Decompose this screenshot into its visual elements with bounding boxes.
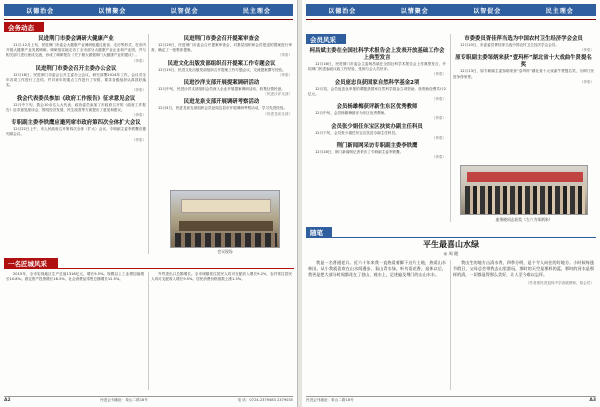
banner-item: 以德治会 bbox=[26, 7, 55, 15]
header-rule bbox=[306, 19, 596, 20]
stats-text: 2015年，全市实现地区生产总值1316亿元，增长9.5%。规模以上工业增加值增长10.8%。固定资产投资增长18.5%，社会消费品零售总额增长12.5%。 bbox=[6, 272, 144, 282]
article-headline: 荆门新闻网采访专职副主委李铁鹰 bbox=[336, 143, 418, 150]
article-body: 12月中旬，会员杨雄梅被评为东区优秀教师。 bbox=[315, 111, 388, 116]
article-body: 12月中旬，民进沙洋支部组织会员深入企业开展提案调研活动，收集社情民意。 bbox=[158, 87, 285, 92]
stats-col-b bbox=[151, 272, 292, 390]
article-body: 12月中下旬，我会10余名人大代表、政协委员参加了市政府召开的《政府工作报告》征求意见座谈会，围绕经济发展、民生改善等方面提出了意见和建议。 bbox=[6, 102, 146, 112]
right-col2 bbox=[453, 34, 594, 162]
article-source: （李泰） bbox=[131, 113, 146, 118]
article-source: （李泰） bbox=[431, 116, 446, 121]
article-headline: 我会代表委员参加《政府工作报告》征求意见会议 bbox=[16, 95, 136, 102]
article-source: （李泰） bbox=[431, 135, 446, 140]
meeting-banner bbox=[181, 199, 271, 213]
meeting-table bbox=[179, 221, 273, 231]
left-footer bbox=[4, 396, 293, 404]
right-col1 bbox=[308, 46, 446, 222]
section-scene-title: 会员风采 bbox=[306, 34, 346, 44]
column-divider bbox=[450, 260, 451, 390]
footer-address: 民进会刊地址：象山二路18号 bbox=[306, 398, 354, 402]
article-source: （李泰） bbox=[431, 72, 446, 77]
article-headline: 民进荆门市委会调研大健康产业 bbox=[38, 36, 114, 42]
article-source: （李泰） bbox=[131, 58, 146, 63]
article-source: （李泰） bbox=[579, 48, 594, 53]
article-body: 12月18日，民进荆门市委会召开主委办公会议，研究部署2014年工作。会议对全年各项工作进行了总结，并对来年的重点工作进行了安排，要求各级组织认真抓好落实。 bbox=[6, 72, 146, 88]
meeting-attendees bbox=[175, 233, 277, 247]
article-body: 11月-12月上旬，民进荆门市委会大健康产业调研组通过座谈、走访等形式，在市内开展大健康产业发展调研。调研组实地走访了全市部分大健康产业企业和产业园，并与相关部门进行座谈交流，形成了调研报告《关于做大做强荆门大健康产业的建议》。 bbox=[6, 43, 146, 58]
article-source: （李泰） bbox=[131, 137, 146, 142]
section-member-title: 一名匠城风采 bbox=[4, 258, 58, 268]
article-body: 12月16日，民进荆门市委会主委柯昌斌在全国社科学术报告会上作典型发言，介绍荆门民进参政议政工作经验，受到与会人员好评。 bbox=[308, 62, 446, 72]
article-source: （李泰） bbox=[131, 88, 146, 93]
essay-col1 bbox=[308, 260, 446, 390]
article-body: 12月10日，市委委员胥佳萍当选中国农村卫生经济学会会员。 bbox=[460, 43, 559, 47]
left-page bbox=[0, 0, 298, 407]
article-body: 12月22日上午，市人民政府召开第四次全体（扩大）会议，专职副主委李铁鹰应邀列席会议。 bbox=[6, 127, 146, 137]
award-photo bbox=[460, 165, 588, 215]
article-headline: 市委委员胥佳萍当选为中国农村卫生经济学会会员 bbox=[464, 36, 583, 42]
article-source: （李泰） bbox=[431, 97, 446, 102]
column-divider bbox=[148, 34, 149, 254]
article-headline: 会员庞忠良获国家自然科学基金2项 bbox=[334, 79, 420, 86]
article-body: 12月下旬，会员张少娟任东宝区扶贫办副主任科员。 bbox=[315, 130, 399, 135]
photo-caption: 庞秉晓同志获奖（左六为邹炳来） bbox=[495, 217, 553, 222]
article-body: 12月4日，民进龙泉支部组织会员赴周边县市开展调研考察活动，学习先进经验。 bbox=[158, 106, 288, 111]
award-people bbox=[465, 186, 585, 214]
article-body: 12月18日，荆门新闻网记者采访了专职副主委李铁鹰。 bbox=[315, 150, 404, 155]
right-banner bbox=[306, 4, 596, 16]
banner-item: 以智促会 bbox=[170, 7, 199, 15]
stats-col-a bbox=[6, 272, 144, 390]
banner-item: 以情聚会 bbox=[400, 7, 429, 15]
article-body: 12月15日，民进文化出版发部组织召开提案工作专题会议，交流提案撰写经验。 bbox=[158, 67, 286, 72]
article-source: （李泰） bbox=[277, 53, 292, 58]
right-page bbox=[302, 0, 600, 407]
column-divider bbox=[148, 272, 149, 390]
article-headline: 柯昌斌主委在全国社科学术报告会上发表开放基础工作会上典型发言 bbox=[309, 48, 445, 61]
column-divider bbox=[450, 34, 451, 222]
article-headline: 民进荆门市委会召开提案审查会 bbox=[183, 36, 260, 42]
article-headline: 专职副主委李铁鹰应邀列席市政府第四次全体扩大会议 bbox=[11, 120, 141, 127]
banner-item: 以德治会 bbox=[328, 7, 357, 15]
left-banner bbox=[4, 4, 293, 16]
essay-text: 我出生的地方山清水秀，四季分明，是个令人向往的好地方。小时候每逢节假日，父母总会带我去山里游玩，那时的天空是那样的蓝，那时的河水是那样的清，一切都显得那么美好，让人至今难以忘怀。 bbox=[453, 260, 594, 278]
right-footer bbox=[306, 396, 596, 404]
left-col1 bbox=[6, 34, 146, 254]
page-number: A3 bbox=[589, 398, 596, 403]
article-source: （民进沙洋支部） bbox=[263, 92, 292, 97]
article-source: （李泰） bbox=[277, 72, 292, 77]
article-source: （李泰） bbox=[431, 155, 446, 160]
article-headline: 民进文化出版发部组织召开提案工作专题会议 bbox=[167, 60, 276, 67]
article-source: （民进龙泉支部） bbox=[263, 111, 292, 116]
stats-text: 外贸进出口总额增长。全市城镇常住居民人均可支配收入增长9.2%，农村常住居民人均可支配收入增长9.5%。居民消费价格指数上涨1.3%。 bbox=[151, 272, 292, 282]
meeting-photo bbox=[170, 190, 280, 248]
photo-caption: 会议现场 bbox=[217, 249, 233, 254]
article-headline: 民进荆门市委会召开主委办公会议 bbox=[35, 65, 117, 72]
section-news-title: 会务动态 bbox=[4, 22, 44, 32]
banner-item: 以情聚会 bbox=[98, 7, 127, 15]
article-body: 12月13日，原专职副主委邹炳来获“壹玛杯”湖北省十大戏曲牛贤提名奖，为荆门民进争得荣誉。 bbox=[453, 69, 594, 79]
essay-author-note: （作者系民进退休中学高级教师，原会员） bbox=[525, 281, 594, 286]
banner-item: 以智促会 bbox=[473, 7, 502, 15]
article-headline: 原专职副主委邹炳来获“壹玛杯”湖北省十大戏曲牛贤提名奖 bbox=[455, 55, 592, 69]
footer-address: 民进会刊地址：象山二路18号 bbox=[100, 398, 148, 402]
article-headline: 会员杨雄梅获评新生东区优秀教师 bbox=[336, 104, 418, 111]
footer-phone: 电 话：0724-2379083 2379035 bbox=[237, 398, 293, 402]
award-banner bbox=[467, 172, 583, 182]
article-headline: 民进沙洋支部开展提案调研活动 bbox=[183, 80, 260, 87]
banner-item: 民主理会 bbox=[545, 7, 574, 15]
essay-author: ◎ 周 健 bbox=[443, 251, 459, 256]
article-headline: 会员张少娟任东宝区扶贫办副主任科员 bbox=[331, 123, 423, 130]
section-rule bbox=[306, 237, 596, 238]
article-body: 12月25日，民进荆门市委会召开提案审查会，对基层组织和会员报送的提案进行审查，确定了一批集体提案。 bbox=[151, 43, 292, 53]
page-number: A2 bbox=[4, 398, 11, 403]
article-body: 12月初，会员庞忠良申报的课题获国家自然科学基金立项资助，获资助经费共计2亿元。 bbox=[308, 86, 446, 96]
article-headline: 民进龙泉支部开展调研考察活动 bbox=[183, 99, 260, 106]
essay-title: 平生最喜山水绿 bbox=[423, 240, 479, 249]
header-rule bbox=[4, 19, 293, 20]
article-source: （李泰） bbox=[579, 79, 594, 84]
left-col2 bbox=[151, 34, 292, 184]
section-essay-title: 随笔 bbox=[306, 227, 332, 237]
section-rule bbox=[4, 268, 294, 269]
essay-text: 我是一名普通老兵。近六十年来我一直热爱着脚下这片土地，热爱山水林田。从小我就喜欢在山水间漫步，看山青水绿，听鸟语花香。退休以后，我更是把大部分时间都花在了登山、观水上，足迹遍及荆门的山山水水。 bbox=[308, 260, 446, 278]
essay-col2 bbox=[453, 260, 594, 390]
banner-item: 民主理会 bbox=[242, 7, 271, 15]
